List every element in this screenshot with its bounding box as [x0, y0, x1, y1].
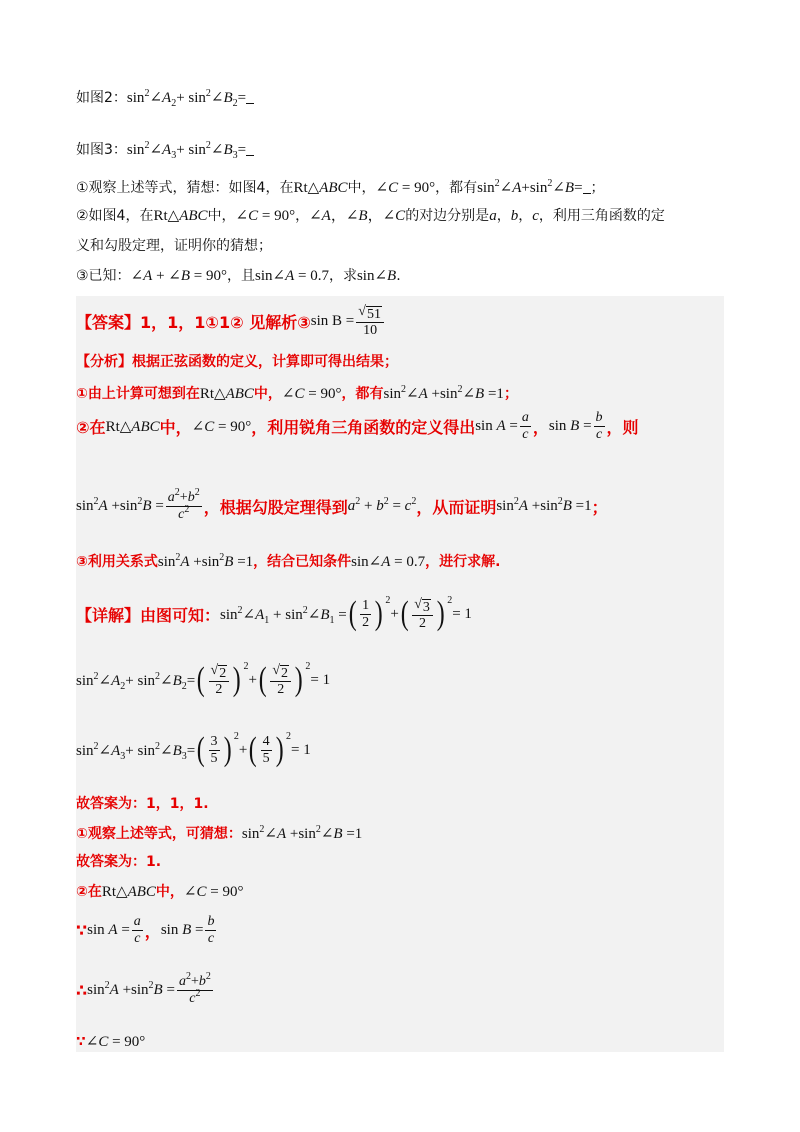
analysis-line-2: ②在 Rt△ABC 中， ∠C = 90° ，利用锐角三角函数的定义得出 sin A = $\frac{a}{c}$ ， sin B = $\frac{b}{c}$ ，则	[76, 410, 639, 442]
question-3: ③已知：∠A + ∠B = 90°，且sin∠A = 0.7，求sin∠B.	[76, 268, 401, 284]
answer-fraction: √ 51 10	[356, 304, 384, 339]
detail-because-1: ∵ sin A = $\frac{a}{c}$ ， sin B = $\frac{b}{c}$	[76, 914, 215, 946]
detail-answer-1: 故答案为：1，1，1.	[76, 796, 209, 812]
detail-observe: ①观察上述等式，可猜想：$\sin^2\angle A$ $+\sin^2\angle B =1$	[76, 824, 363, 842]
question-1: ①观察上述等式，猜想：如图4，在Rt△ABC中，∠C = 90°，都有$\sin^2\angle A+\sin^2\angle B=$ ；	[76, 178, 605, 196]
analysis-line-4: ③利用关系式$\sin^2A +\sin^2B =1$，结合已知条件sin∠A = 0.7，进行求解.	[76, 552, 501, 570]
detail-proof-start: ②在Rt△ABC中，∠C = 90°	[76, 884, 244, 900]
answer-line: 【答案】 1，1，1①1② 见解析③ sin B = √ 51 10	[76, 304, 386, 339]
detail-line-3: $\sin^2\angle A_3+$ $\sin^2\angle B_3=$ ( $\frac{3}{5}$ ) 2 + ( $\frac{4}{5}$ ) 2 = 1	[76, 730, 311, 768]
question-2-cont: 义和勾股定理，证明你的猜想；	[76, 238, 272, 254]
question-fig3: 如图3：$\sin^2\angle A_3+$ $\sin^2\angle B_3=$	[76, 140, 254, 160]
detail-line-1: 【详解】 由图可知： $\sin^2\angle A_1$ + $\sin^2\angle B_1$ = ( $\frac{1}{2}$ ) 2 + ( √ 3 2 ) 2 = 1	[76, 594, 472, 632]
detail-because-2: ∵∠C = 90°	[76, 1034, 146, 1050]
detail-answer-2: 故答案为：1.	[76, 854, 162, 870]
analysis-intro: 【分析】根据正弦函数的定义，计算即可得出结果；	[76, 354, 398, 370]
question-fig2: 如图2：$\sin^2\angle A_2+$ $\sin^2\angle B_2=$	[76, 88, 254, 108]
question-2: ②如图4，在Rt△ABC中，∠C = 90°，∠A，∠B，∠C的对边分别是a，b，c，利用三角函数的定	[76, 208, 665, 224]
analysis-line-1: ①由上计算可想到在Rt△ABC中，∠C = 90°，都有$\sin^2\angle A$ $+\sin^2\angle B =1$；	[76, 384, 518, 402]
detail-therefore: ∴ $\sin^2A +\sin^2B$ = $\frac{a^2+b^2}{c^2}$	[76, 971, 211, 1006]
analysis-line-3: $\sin^2A +\sin^2B$ = $\frac{a^2+b^2}{c^2}$ ，根据勾股定理得到 $a^2 + b^2 = c^2$ ，从而证明 $\sin^2A +\sin^2B =1$ ；	[76, 487, 608, 522]
detail-line-2: $\sin^2\angle A_2+$ $\sin^2\angle B_2=$ ( √ 2 2 ) 2 + ( √ 2 2 ) 2 = 1	[76, 660, 331, 698]
